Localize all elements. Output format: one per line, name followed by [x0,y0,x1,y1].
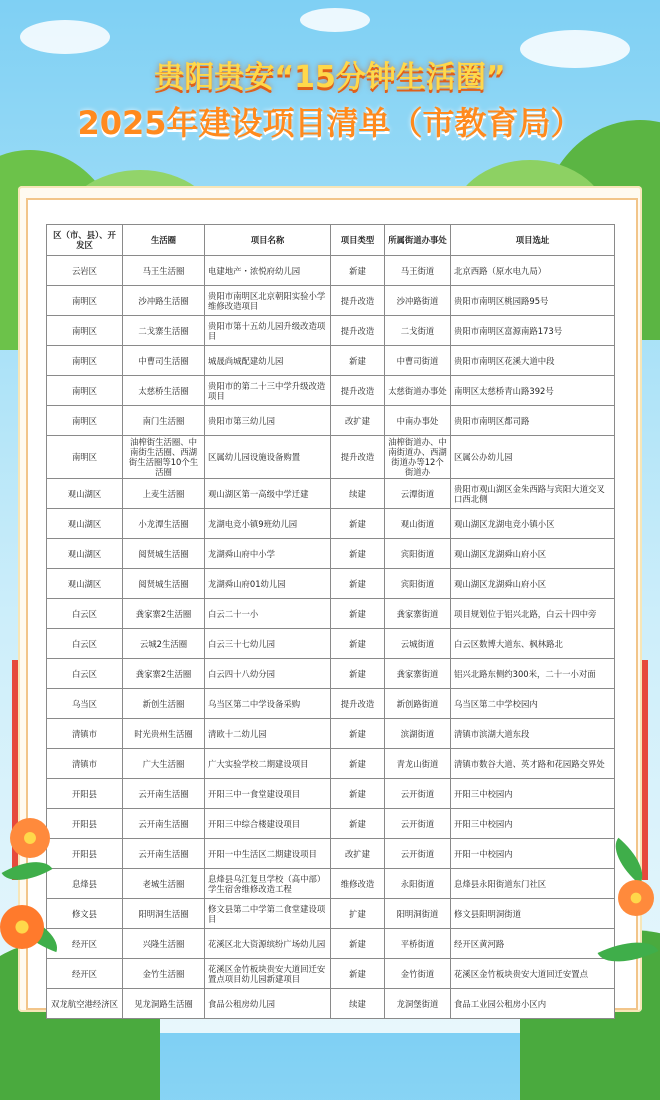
cell-district: 云岩区 [47,256,123,286]
cell-street-office: 云开街道 [385,779,451,809]
cell-project-type: 改扩建 [331,839,385,869]
header-district: 区（市、县）、开发区 [47,225,123,256]
cell-project-type: 新建 [331,629,385,659]
cell-life-circle: 老城生活圈 [123,869,205,899]
table-row [47,629,615,659]
cell-life-circle: 阅贤城生活圈 [123,539,205,569]
cell-district: 修文县 [47,899,123,929]
table-row [47,599,615,629]
cell-life-circle: 时光贵州生活圈 [123,719,205,749]
cell-street-office: 新创路街道 [385,689,451,719]
cell-street-office: 中南办事处 [385,406,451,436]
cell-project-type: 新建 [331,346,385,376]
cell-district: 白云区 [47,599,123,629]
table-row [47,436,615,479]
cell-district: 经开区 [47,959,123,989]
project-table [46,224,615,1019]
cell-street-office: 滨湖街道 [385,719,451,749]
cell-life-circle: 南门生活圈 [123,406,205,436]
cell-project-type: 新建 [331,569,385,599]
cell-project-name: 息烽县乌江复旦学校（高中部）学生宿舍维修改造工程 [205,869,331,899]
cell-life-circle: 云开南生活圈 [123,779,205,809]
cell-district: 南明区 [47,286,123,316]
cell-life-circle: 二戈寨生活圈 [123,316,205,346]
cell-street-office: 中曹司街道 [385,346,451,376]
cell-life-circle: 沙冲路生活圈 [123,286,205,316]
cell-street-office: 云城街道 [385,629,451,659]
cell-district: 南明区 [47,376,123,406]
cell-project-type: 提升改造 [331,286,385,316]
cell-location: 贵阳市观山湖区金朱西路与宾阳大道交叉口西北侧 [451,479,615,509]
header-street-office: 所属街道办事处 [385,225,451,256]
cell-project-name: 观山湖区第一高级中学迁建 [205,479,331,509]
table-row [47,286,615,316]
cell-project-type: 新建 [331,809,385,839]
cell-project-type: 提升改造 [331,689,385,719]
header-project-type: 项目类型 [331,225,385,256]
cell-location: 北京西路（原水电九局） [451,256,615,286]
cell-district: 南明区 [47,346,123,376]
cell-project-type: 新建 [331,959,385,989]
cell-life-circle: 龚家寨2生活圈 [123,599,205,629]
cell-location: 开阳一中校园内 [451,839,615,869]
cell-project-type: 新建 [331,779,385,809]
cell-district: 经开区 [47,929,123,959]
cell-project-name: 白云三十七幼儿园 [205,629,331,659]
cell-project-name: 开阳三中一食堂建设项目 [205,779,331,809]
table-row [47,839,615,869]
cell-project-name: 贵阳市第三幼儿园 [205,406,331,436]
table-row [47,569,615,599]
cell-life-circle: 上麦生活圈 [123,479,205,509]
cell-life-circle: 金竹生活圈 [123,959,205,989]
cell-project-name: 区属幼儿园设施设备购置 [205,436,331,479]
cell-street-office: 龚家寨街道 [385,599,451,629]
cell-project-type: 新建 [331,599,385,629]
cell-life-circle: 阅贤城生活圈 [123,569,205,599]
cell-project-type: 新建 [331,659,385,689]
cell-life-circle: 兴隆生活圈 [123,929,205,959]
table-row [47,346,615,376]
cell-project-name: 龙湖电竞小镇9班幼儿园 [205,509,331,539]
cell-life-circle: 龚家寨2生活圈 [123,659,205,689]
cell-location: 食品工业园公租房小区内 [451,989,615,1019]
table-row [47,316,615,346]
cell-district: 清镇市 [47,719,123,749]
cell-project-type: 新建 [331,509,385,539]
cell-street-office: 二戈街道 [385,316,451,346]
cell-location: 贵阳市南明区都司路 [451,406,615,436]
cell-location: 花溪区金竹板块贵安大道回迁安置点 [451,959,615,989]
cell-location: 项目规划位于铝兴北路，白云十四中旁 [451,599,615,629]
cell-location: 观山湖区龙湖舜山府小区 [451,539,615,569]
table-row [47,869,615,899]
cell-project-type: 扩建 [331,899,385,929]
cell-district: 观山湖区 [47,509,123,539]
cell-life-circle: 新创生活圈 [123,689,205,719]
cell-location: 经开区黄河路 [451,929,615,959]
cell-project-name: 清欧十二幼儿园 [205,719,331,749]
cell-location: 区属公办幼儿园 [451,436,615,479]
cell-project-name: 食品公租房幼儿园 [205,989,331,1019]
cell-project-name: 乌当区第二中学设备采购 [205,689,331,719]
cell-location: 清镇市滨湖大道东段 [451,719,615,749]
cell-location: 乌当区第二中学校园内 [451,689,615,719]
cell-district: 开阳县 [47,779,123,809]
cell-project-name: 贵阳市南明区北京朝阳实验小学维修改造项目 [205,286,331,316]
cell-street-office: 宾阳街道 [385,539,451,569]
cell-district: 开阳县 [47,809,123,839]
table-row [47,539,615,569]
cell-district: 白云区 [47,629,123,659]
cloud [300,8,370,32]
cell-life-circle: 小龙潭生活圈 [123,509,205,539]
cell-district: 白云区 [47,659,123,689]
cell-life-circle: 油榨街生活圈、中南街生活圈、西湖街生活圈等10个生活圈 [123,436,205,479]
table-row [47,779,615,809]
table-row [47,929,615,959]
cell-street-office: 金竹街道 [385,959,451,989]
cell-project-type: 新建 [331,256,385,286]
cell-district: 南明区 [47,316,123,346]
table-row [47,989,615,1019]
cell-project-name: 广大实验学校二期建设项目 [205,749,331,779]
cell-location: 息烽县永阳街道东门社区 [451,869,615,899]
cell-district: 息烽县 [47,869,123,899]
title-line2: 2025年建设项目清单（市教育局） [77,104,583,142]
header-project-name: 项目名称 [205,225,331,256]
cell-life-circle: 中曹司生活圈 [123,346,205,376]
header-location: 项目选址 [451,225,615,256]
cell-location: 贵阳市南明区富源南路173号 [451,316,615,346]
table-row [47,719,615,749]
cell-location: 开阳三中校园内 [451,779,615,809]
cell-project-type: 续建 [331,989,385,1019]
cell-street-office: 云开街道 [385,839,451,869]
cell-street-office: 观山街道 [385,509,451,539]
cell-street-office: 宾阳街道 [385,569,451,599]
cell-life-circle: 云城2生活圈 [123,629,205,659]
cell-street-office: 云开街道 [385,809,451,839]
cell-project-name: 贵阳市的第二十三中学升级改造项目 [205,376,331,406]
cell-district: 开阳县 [47,839,123,869]
cell-project-type: 提升改造 [331,376,385,406]
table-row [47,479,615,509]
cell-street-office: 青龙山街道 [385,749,451,779]
cell-district: 南明区 [47,406,123,436]
table-row [47,809,615,839]
cell-location: 铝兴北路东侧约300米，二十一小对面 [451,659,615,689]
cell-street-office: 龙洞堡街道 [385,989,451,1019]
cell-project-name: 电建地产・浓悦府幼儿园 [205,256,331,286]
cell-project-name: 龙湖舜山府01幼儿园 [205,569,331,599]
cell-district: 清镇市 [47,749,123,779]
cell-street-office: 太慈街道办事处 [385,376,451,406]
cell-street-office: 永阳街道 [385,869,451,899]
cloud [20,20,110,54]
cell-location: 开阳三中校园内 [451,809,615,839]
cell-life-circle: 广大生活圈 [123,749,205,779]
cell-project-name: 龙湖舜山府中小学 [205,539,331,569]
table-row [47,406,615,436]
cell-project-type: 改扩建 [331,406,385,436]
cell-location: 修文县阳明洞街道 [451,899,615,929]
cell-street-office: 平桥街道 [385,929,451,959]
cell-project-name: 开阳三中综合楼建设项目 [205,809,331,839]
cell-life-circle: 云开南生活圈 [123,809,205,839]
cell-street-office: 龚家寨街道 [385,659,451,689]
cell-district: 乌当区 [47,689,123,719]
cell-location: 南明区太慈桥青山路392号 [451,376,615,406]
cell-project-name: 贵阳市第十五幼儿园升级改造项目 [205,316,331,346]
cell-street-office: 马王街道 [385,256,451,286]
cell-life-circle: 太慈桥生活圈 [123,376,205,406]
table-row [47,509,615,539]
cell-project-name: 开阳一中生活区二期建设项目 [205,839,331,869]
cell-life-circle: 见龙洞路生活圈 [123,989,205,1019]
cell-district: 观山湖区 [47,479,123,509]
cell-project-name: 白云二十一小 [205,599,331,629]
cell-street-office: 云潭街道 [385,479,451,509]
cell-project-name: 花溪区北大资源缤纷广场幼儿园 [205,929,331,959]
cell-project-name: 修文县第二中学第二食堂建设项目 [205,899,331,929]
cell-project-type: 维修改造 [331,869,385,899]
cell-location: 贵阳市南明区桃园路95号 [451,286,615,316]
cell-life-circle: 马王生活圈 [123,256,205,286]
table-header-row [47,225,615,256]
cell-location: 贵阳市南明区花溪大道中段 [451,346,615,376]
table-row [47,959,615,989]
cell-project-type: 新建 [331,719,385,749]
table-row [47,899,615,929]
table-row [47,659,615,689]
cell-project-name: 白云四十八幼分园 [205,659,331,689]
cell-street-office: 沙冲路街道 [385,286,451,316]
cell-location: 清镇市数谷大道、英才路和花园路交界处 [451,749,615,779]
cell-project-type: 提升改造 [331,436,385,479]
cell-project-type: 新建 [331,539,385,569]
cell-life-circle: 阳明洞生活圈 [123,899,205,929]
cell-district: 观山湖区 [47,569,123,599]
table-row [47,749,615,779]
flower [0,905,44,949]
cell-life-circle: 云开南生活圈 [123,839,205,869]
flower [10,818,50,858]
cell-district: 观山湖区 [47,539,123,569]
cell-project-type: 新建 [331,929,385,959]
cell-street-office: 油榨街道办、中南街道办、西湖街道办等12个街道办 [385,436,451,479]
cell-location: 观山湖区龙湖舜山府小区 [451,569,615,599]
cell-project-type: 新建 [331,749,385,779]
table-row [47,256,615,286]
cell-project-name: 城晟尚城配建幼儿园 [205,346,331,376]
table-row [47,376,615,406]
header-life-circle: 生活圈 [123,225,205,256]
cell-project-type: 提升改造 [331,316,385,346]
cell-street-office: 阳明洞街道 [385,899,451,929]
flower [618,880,654,916]
title-line1: 贵阳贵安“15分钟生活圈” [154,60,506,95]
cell-location: 观山湖区龙湖电竞小镇小区 [451,509,615,539]
cell-project-type: 续建 [331,479,385,509]
cell-district: 双龙航空港经济区 [47,989,123,1019]
table-body [47,256,615,1019]
table-row [47,689,615,719]
cell-district: 南明区 [47,436,123,479]
cell-location: 白云区数博大道东、枫林路北 [451,629,615,659]
cell-project-name: 花溪区金竹板块贵安大道回迁安置点项目幼儿园新建项目 [205,959,331,989]
